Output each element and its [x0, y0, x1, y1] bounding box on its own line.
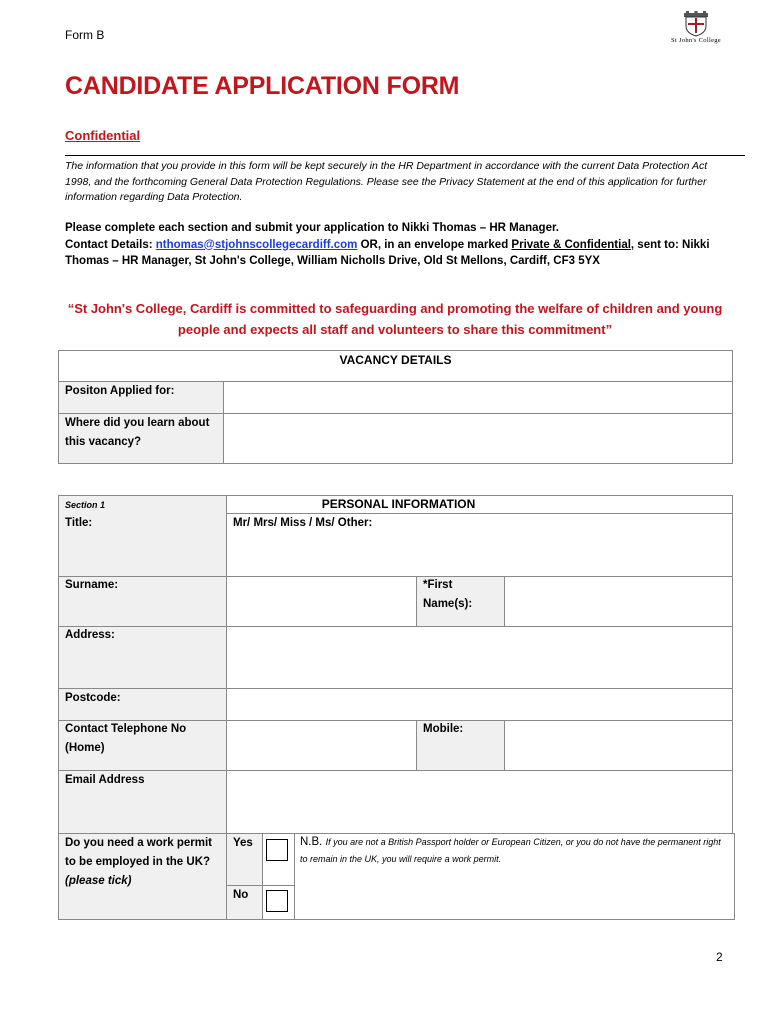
divider: [65, 155, 745, 156]
first-name-label: *First Name(s):: [423, 579, 473, 610]
surname-field[interactable]: [226, 576, 417, 627]
first-name-field[interactable]: [504, 576, 733, 627]
section-label: Section 1: [65, 500, 106, 510]
position-field[interactable]: [223, 381, 733, 414]
contact-prefix: Contact Details:: [65, 238, 156, 251]
no-label: No: [233, 889, 249, 901]
title-options: Mr/ Mrs/ Miss / Ms/ Other:: [233, 517, 373, 529]
vacancy-heading: VACANCY DETAILS: [339, 353, 452, 367]
learn-label: Where did you learn about this vacancy?: [65, 417, 210, 448]
personal-heading: PERSONAL INFORMATION: [321, 497, 476, 511]
title-label: Title:: [65, 517, 93, 529]
permit-hint: (please tick): [65, 875, 132, 887]
yes-label: Yes: [233, 837, 253, 849]
email-label: Email Address: [65, 774, 145, 786]
instructions: [65, 220, 745, 270]
page-number: 2: [716, 950, 723, 964]
postcode-label: Postcode:: [65, 692, 121, 704]
position-label: Positon Applied for:: [65, 385, 175, 397]
sent-to-text: , sent to: Nikki Thomas – HR Manager, St John's College, William Nicholls Drive, Old St Mellons, Cardiff, CF3 5YX: [65, 238, 710, 267]
nb-text: If you are not a British Passport holder or European Citizen, or you do not have the permanent right to remain in the UK, you will require a work permit.: [300, 837, 721, 864]
mobile-label: Mobile:: [423, 723, 464, 735]
intro-text: The information that you provide in this form will be kept securely in the HR Department in accordance with the current Data Protection Act 1998, and the forthcoming General Data Protection Regulations. Please see the Privacy Statement at the end of this application for further information regarding Data Protection.: [65, 160, 708, 203]
commitment-statement: “St John's College, Cardiff is committed to safeguarding and promoting the welfare of children and young people and expects all staff and volunteers to share this commitment”: [67, 301, 723, 337]
nb-note: [300, 834, 728, 868]
marked-text: Private & Confidential: [511, 238, 631, 251]
address-field[interactable]: [226, 626, 733, 689]
mobile-field[interactable]: [504, 720, 733, 771]
form-label: Form B: [65, 28, 105, 42]
confidential-label: Confidential: [65, 128, 141, 143]
email-field[interactable]: [226, 770, 733, 834]
home-phone-field[interactable]: [226, 720, 417, 771]
email-link[interactable]: nthomas@stjohnscollegecardiff.com: [155, 238, 358, 251]
address-label: Address:: [65, 629, 115, 641]
page-title: CANDIDATE APPLICATION FORM: [65, 72, 460, 100]
instructions-line1: Please complete each section and submit your application to Nikki Thomas – HR Manager.: [65, 222, 559, 234]
postcode-field[interactable]: [226, 688, 733, 721]
home-phone-label: Contact Telephone No (Home): [65, 723, 187, 754]
nb-label: N.B.: [300, 836, 323, 848]
permit-label: [65, 834, 225, 891]
crest-icon: [665, 10, 727, 38]
learn-field[interactable]: [223, 413, 733, 464]
no-checkbox[interactable]: [266, 890, 288, 912]
college-logo: [665, 10, 727, 50]
yes-checkbox[interactable]: [266, 839, 288, 861]
or-text: OR, in an envelope marked: [357, 238, 512, 251]
instructions-contact: [65, 237, 745, 270]
surname-label: Surname:: [65, 579, 119, 591]
permit-question: Do you need a work permit to be employed in the UK?: [65, 837, 212, 868]
logo-text: St John's College: [671, 37, 721, 44]
